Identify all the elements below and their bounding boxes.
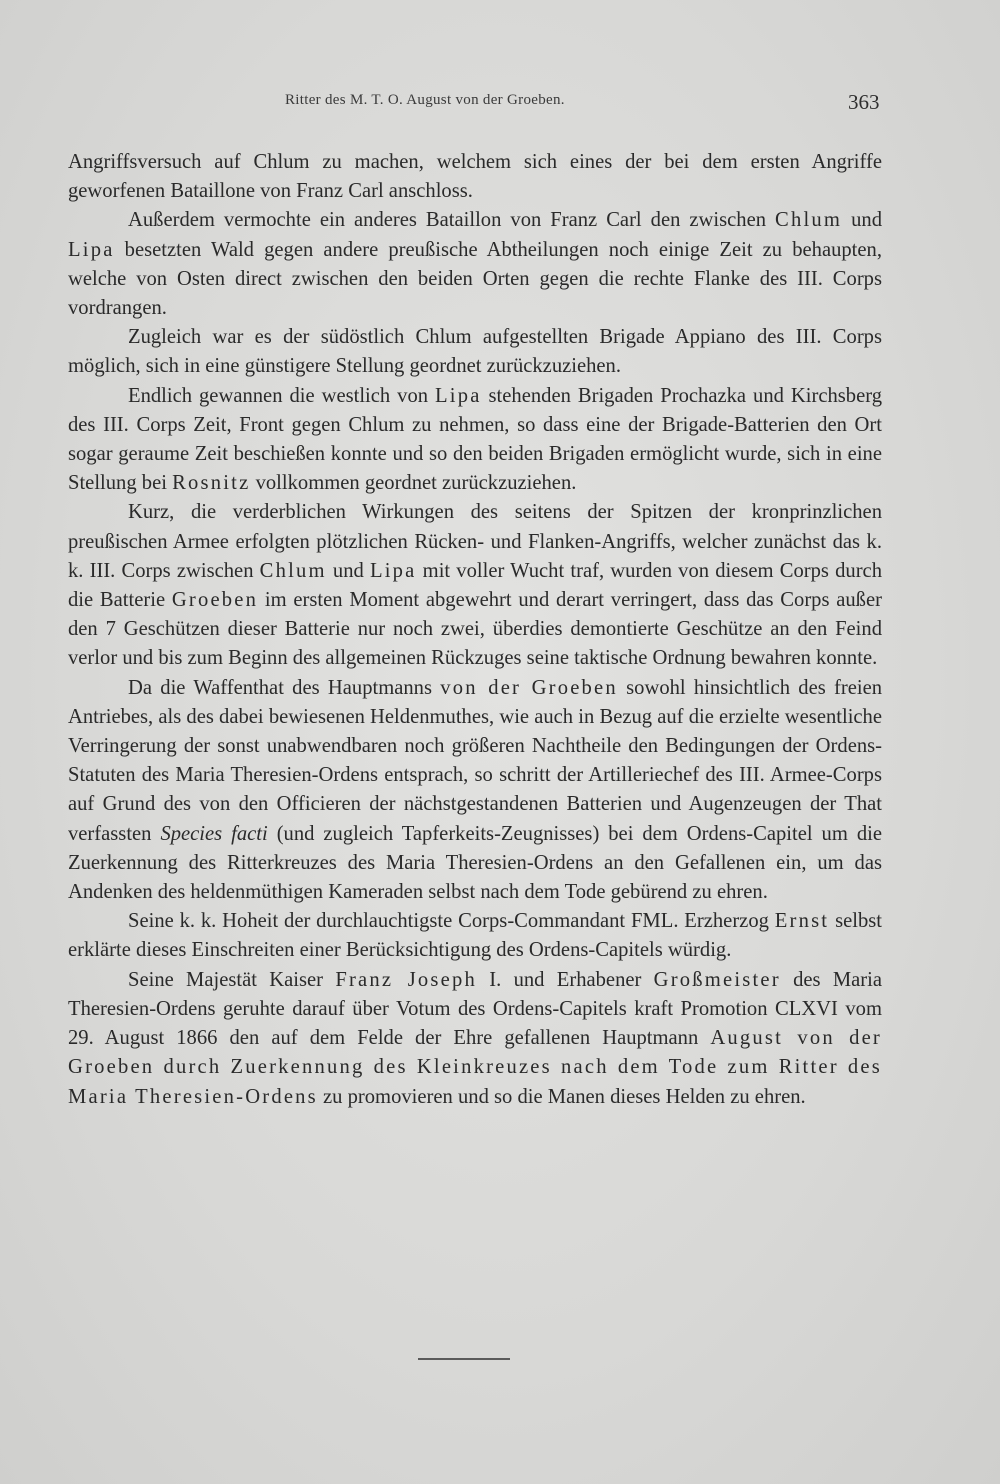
running-title: Ritter des M. T. O. August von der Groeben. [285,92,565,108]
body-text [68,148,882,1112]
paragraph [68,148,882,206]
spaced-name: Chlum [775,209,843,232]
spaced-name: August von der Groeben durch Zuerkennung des Kleinkreuzes nach dem Tode zum Ritter des Maria Theresien-Ordens [68,1027,882,1108]
paragraph [68,907,882,965]
spaced-name: Franz Joseph [335,968,477,991]
text-run: und [842,209,883,232]
spaced-name: Lipa [369,559,417,582]
paragraph [68,966,882,1112]
text-run: Seine Majestät Kaiser [128,968,336,991]
text-run: Angriffsversuch auf Chlum zu machen, welchem sich eines der bei dem ersten Angriffe geworfenen Bataillone von Franz Carl anschloss. [68,151,882,203]
text-run: und [326,559,370,582]
text-run: I. und Erhabener [476,968,654,991]
paragraph [68,382,882,499]
text-run: besetzten Wald gegen andere preußische Abtheilungen noch einige Zeit zu behaupten, welche von Osten direct zwischen den beiden Orten gegen die rechte Flanke des III. Corps vordrangen. [68,238,882,320]
paragraph [68,206,882,323]
spaced-name: von der Groeben [440,676,618,699]
text-run: des Maria Theresien-Ordens geruhte darauf über Votum des Ordens-Capitels kraft Promotion CLXVI vom 29. August 1866 den auf dem Felde der Ehre gefallenen Hauptmann [68,968,883,1050]
text-run: (und zugleich Tapferkeits-Zeugnisses) bei dem Ordens-Capitel um die Zuerkennung des Ritterkreuzes des Maria Theresien-Ordens an den Gefallenen ein, um das Andenken des heldenmüthigen Kameraden selbst nach dem Tode gebürend zu ehren. [68,822,882,904]
spaced-name: Ernst [774,910,830,933]
text-run: Zugleich war es der südöstlich Chlum aufgestellten Brigade Appiano des III. Corps möglich, sich in eine günstigere Stellung geordnet zurückzuziehen. [68,326,882,378]
running-head [0,92,1000,116]
spaced-name: Groeben [171,589,259,612]
text-run: sowohl hinsichtlich des freien Antriebes, als des dabei bewiesenen Heldenmuthes, wie auch in Bezug auf die erzielte wesentliche Verringerung der sonst unabwendbaren noch größeren Nachtheile den Bedingungen der Ordens-Statuten des Maria Theresien-Ordens entsprach, so schritt der Artilleriechef des III. Armee-Corps auf Grund des von den Officieren der nächstgestandenen Batterien und Augenzeugen der That verfassten [68,676,883,845]
paragraph [68,674,882,908]
text-run: zu promovieren und so die Manen dieses Helden zu ehren. [317,1085,806,1108]
text-run: mit voller Wucht traf, wurden von diesem Corps durch die Batterie [68,559,882,612]
paragraph [68,323,882,381]
spaced-name: Rosnitz [172,472,251,495]
text-run: stehenden Brigaden Prochazka und Kirchsberg des III. Corps Zeit, Front gegen Chlum zu nehmen, so dass eine der Brigade-Batterien den Ort sogar geraume Zeit beschießen konnte und so den beiden Brigaden ermöglicht wurde, sich in eine Stellung bei [68,384,882,495]
spaced-name: Chlum [259,559,327,582]
spaced-name: Lipa [68,238,115,261]
italic-term: Species facti [160,822,268,845]
text-run: Da die Waffenthat des Hauptmanns [128,676,441,699]
spaced-name: Großmeister [653,968,781,991]
paragraph [68,498,882,673]
text-run: Seine k. k. Hoheit der durchlauchtigste Corps-Commandant FML. Erzherzog [128,910,775,933]
text-run: selbst erklärte dieses Einschreiten einer Berücksichtigung des Ordens-Capitels würdig. [68,910,882,962]
end-rule [418,1358,510,1360]
text-run: vollkommen geordnet zurückzuziehen. [250,472,577,495]
text-run: Endlich gewannen die westlich von [128,384,436,407]
text-run: im ersten Moment abgewehrt und derart verringert, dass das Corps außer den 7 Geschützen dieser Batterie nur noch zwei, überdies demontierte Geschütze an den Feind verlor und bis zum Beginn des allgemeinen Rückzuges seine taktische Ordnung bewahren konnte. [68,589,882,670]
text-run: Kurz, die verderblichen Wirkungen des seitens der Spitzen der kronprinzlichen preußischen Armee erfolgten plötzlichen Rücken- und Flanken-Angriffs, welcher zunächst das k. k. III. Corps zwischen [68,501,882,582]
text-run: Außerdem vermochte ein anderes Bataillon von Franz Carl den zwischen [128,209,776,232]
page-number: 363 [848,90,880,114]
spaced-name: Lipa [435,384,482,407]
